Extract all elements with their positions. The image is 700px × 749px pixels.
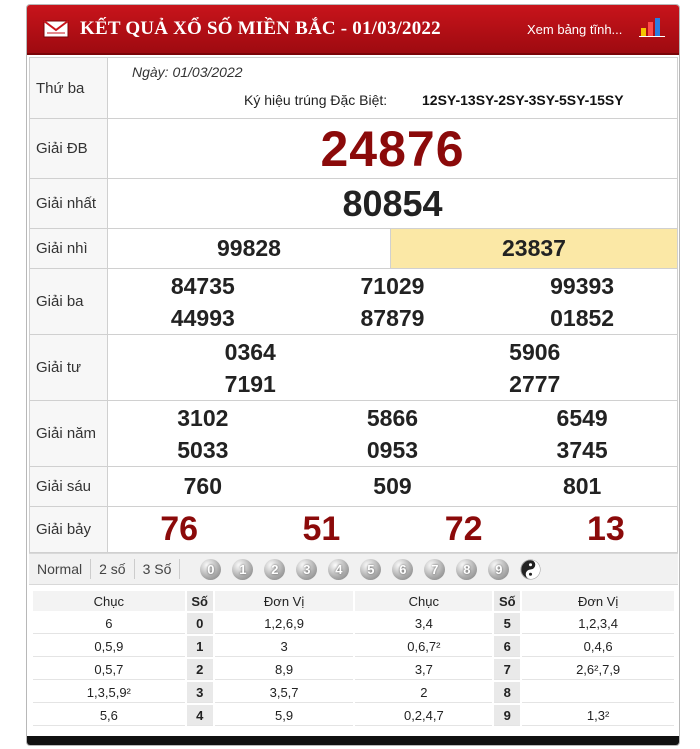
page-title: KẾT QUẢ XỔ SỐ MIỀN BẮC - 01/03/2022	[80, 18, 441, 39]
digit-ball-9[interactable]: 9	[488, 559, 509, 580]
prize-bay-number: 76	[160, 510, 199, 548]
so-cell: 7	[494, 659, 520, 680]
prize-bay-number: 13	[586, 510, 625, 548]
donvi-cell: 1,2,6,9	[215, 613, 354, 634]
col-header-so: Số	[494, 591, 520, 611]
so-cell: 1	[187, 636, 213, 657]
special-symbol-label: Ký hiệu trúng Đặc Biệt:	[244, 92, 388, 108]
chuc-cell: 6	[33, 613, 185, 634]
table-row	[33, 636, 674, 657]
yin-yang-icon[interactable]	[520, 559, 541, 580]
mail-icon	[43, 20, 69, 38]
static-table-link[interactable]: Xem bảng tĩnh...	[527, 22, 623, 37]
donvi-cell: 8,9	[215, 659, 354, 680]
digit-ball-2[interactable]: 2	[264, 559, 285, 580]
donvi-cell	[522, 682, 674, 703]
digit-ball-3[interactable]: 3	[296, 559, 317, 580]
prize-nhi-number: 99828	[108, 229, 391, 269]
donvi-cell: 3,5,7	[215, 682, 354, 703]
prize-label-nhi: Giải nhì	[30, 229, 108, 269]
results-table	[29, 57, 678, 553]
prize-ba-number: 71029	[360, 272, 425, 299]
so-cell: 9	[494, 705, 520, 726]
donvi-cell: 1,3²	[522, 705, 674, 726]
draw-date: Ngày: 01/03/2022	[132, 64, 243, 80]
chuc-cell: 3,4	[355, 613, 492, 634]
prize-label-nhat: Giải nhất	[30, 179, 108, 229]
prize-ba-number: 44993	[170, 304, 235, 331]
bar-chart-icon[interactable]	[639, 16, 665, 38]
so-cell: 6	[494, 636, 520, 657]
mode-2-digit-button[interactable]: 2 số	[91, 559, 134, 579]
donvi-cell: 2,6²,7,9	[522, 659, 674, 680]
donvi-cell: 3	[215, 636, 354, 657]
prize-nam-number: 5033	[177, 436, 229, 463]
chuc-cell: 0,6,7²	[355, 636, 492, 657]
prize-sau-number: 801	[562, 473, 602, 499]
so-cell: 0	[187, 613, 213, 634]
col-header-donvi: Đơn Vị	[215, 591, 354, 611]
digit-filter	[200, 559, 541, 580]
prize-nhat-number: 80854	[108, 179, 678, 229]
prize-bay-number: 51	[302, 510, 341, 548]
prize-label-bay: Giải bảy	[30, 507, 108, 553]
prize-db-number: 24876	[108, 119, 678, 179]
prize-tu-number: 0364	[224, 338, 276, 365]
prize-sau-number: 509	[373, 473, 412, 499]
mode-normal-button[interactable]: Normal	[29, 559, 91, 579]
so-cell: 3	[187, 682, 213, 703]
digit-ball-5[interactable]: 5	[360, 559, 381, 580]
digit-ball-4[interactable]: 4	[328, 559, 349, 580]
donvi-cell: 0,4,6	[522, 636, 674, 657]
prize-nam-number: 6549	[556, 404, 608, 431]
donvi-cell: 1,2,3,4	[522, 613, 674, 634]
digit-ball-1[interactable]: 1	[232, 559, 253, 580]
prize-nam-number: 3102	[177, 404, 229, 431]
digit-ball-7[interactable]: 7	[424, 559, 445, 580]
chuc-cell: 3,7	[355, 659, 492, 680]
chuc-cell: 2	[355, 682, 492, 703]
prize-label-db: Giải ĐB	[30, 119, 108, 179]
mode-3-digit-button[interactable]: 3 Số	[135, 559, 181, 579]
special-symbol-code: 12SY-13SY-2SY-3SY-5SY-15SY	[422, 92, 624, 108]
header-bar	[27, 5, 679, 55]
prize-label-tu: Giải tư	[30, 335, 108, 401]
loto-table	[31, 589, 676, 728]
prize-label-ba: Giải ba	[30, 269, 108, 335]
chuc-cell: 5,6	[33, 705, 185, 726]
col-header-chuc: Chục	[33, 591, 185, 611]
prize-label-sau: Giải sáu	[30, 467, 108, 507]
chuc-cell: 0,5,9	[33, 636, 185, 657]
prize-bay-number: 72	[444, 510, 483, 548]
table-row	[33, 659, 674, 680]
col-header-chuc: Chục	[355, 591, 492, 611]
results-panel	[26, 4, 680, 746]
prize-ba-number: 84735	[170, 272, 235, 299]
so-cell: 5	[494, 613, 520, 634]
prize-nam-number: 0953	[366, 436, 419, 463]
table-row	[33, 613, 674, 634]
col-header-donvi: Đơn Vị	[522, 591, 674, 611]
chuc-cell: 0,2,4,7	[355, 705, 492, 726]
weekday-label: Thứ ba	[30, 58, 108, 119]
so-cell: 4	[187, 705, 213, 726]
prize-tu-number: 2777	[509, 370, 561, 397]
so-cell: 2	[187, 659, 213, 680]
table-row	[33, 705, 674, 726]
prize-tu-number: 5906	[509, 338, 561, 365]
chuc-cell: 1,3,5,9²	[33, 682, 185, 703]
prize-tu-number: 7191	[224, 370, 276, 397]
digit-ball-8[interactable]: 8	[456, 559, 477, 580]
prize-ba-number: 99393	[550, 272, 615, 299]
prize-nhi-number-highlighted: 23837	[391, 229, 678, 269]
display-toolbar	[29, 553, 678, 585]
prize-sau-number: 760	[183, 473, 222, 499]
digit-ball-0[interactable]: 0	[200, 559, 221, 580]
col-header-so: Số	[187, 591, 213, 611]
digit-ball-6[interactable]: 6	[392, 559, 413, 580]
prize-ba-number: 01852	[550, 304, 615, 331]
prize-ba-number: 87879	[360, 304, 425, 331]
prize-nam-number: 5866	[366, 404, 419, 431]
so-cell: 8	[494, 682, 520, 703]
table-row	[33, 682, 674, 703]
prize-label-nam: Giải năm	[30, 401, 108, 467]
panel-footer-bar	[27, 736, 679, 746]
prize-nam-number: 3745	[556, 436, 608, 463]
chuc-cell: 0,5,7	[33, 659, 185, 680]
donvi-cell: 5,9	[215, 705, 354, 726]
